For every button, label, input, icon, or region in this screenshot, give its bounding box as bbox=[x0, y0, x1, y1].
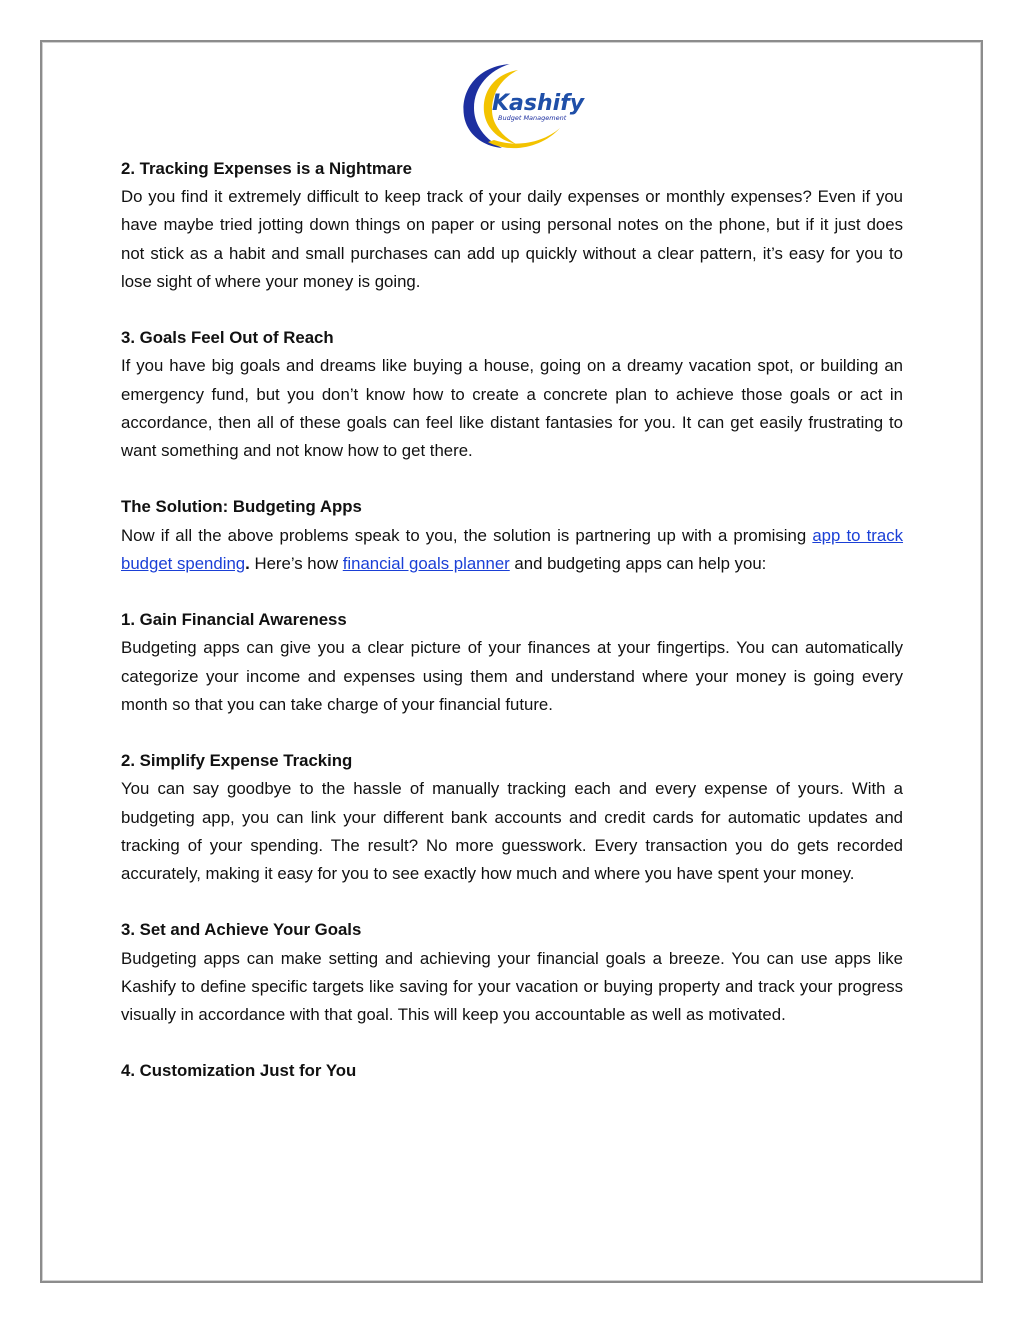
section-expense-tracking bbox=[121, 747, 903, 888]
section-heading: 3. Goals Feel Out of Reach bbox=[121, 328, 334, 348]
section-paragraph: You can say goodbye to the hassle of manually tracking each and every expense of yours. With a budgeting app, you can link your different bank accounts and credit cards for automatic updates and tracking of your spending. The result? No more guesswork. Every transaction you do gets recorded accurately, making it easy for you to see exactly how much and where you have spent your money. bbox=[121, 779, 903, 884]
section-heading: 2. Tracking Expenses is a Nightmare bbox=[121, 159, 413, 178]
kashify-logo bbox=[458, 60, 585, 152]
section-goals-out-of-reach bbox=[121, 324, 903, 465]
section-paragraph: If you have big goals and dreams like buying a house, going on a dreamy vacation spot, or building an emergency fund, but you don’t know how to create a concrete plan to achieve those goals or act in accordance, then all of these goals can feel like distant fantasies for you. It can get easily frustrating to want something and not know how to get there. bbox=[121, 356, 903, 461]
section-tracking-expenses bbox=[121, 155, 903, 296]
section-heading: 4. Customization Just for You bbox=[121, 1061, 357, 1081]
logo-tagline: Budget Management bbox=[498, 114, 567, 122]
section-heading: The Solution: Budgeting Apps bbox=[121, 497, 362, 517]
document-body bbox=[121, 155, 903, 1114]
section-solution bbox=[121, 493, 903, 578]
paragraph-text: Here’s how bbox=[249, 553, 343, 573]
section-paragraph: Budgeting apps can make setting and achieving your financial goals a breeze. You can use apps like Kashify to define specific targets like saving for your vacation or buying property and track your progress visually in accordance with that goal. This will keep you accountable as well as motivated. bbox=[121, 948, 903, 1025]
app-to-track-budget-link[interactable]: app to track budget spending bbox=[121, 525, 904, 573]
section-heading: 1. Gain Financial Awareness bbox=[121, 610, 347, 630]
logo-wordmark: Kashify bbox=[492, 91, 585, 116]
section-heading: 2. Simplify Expense Tracking bbox=[121, 751, 353, 771]
section-heading: 3. Set and Achieve Your Goals bbox=[121, 920, 362, 940]
section-customization bbox=[121, 1057, 903, 1085]
paragraph-text: Now if all the above problems speak to you, the solution is partnering up with a promising bbox=[121, 525, 813, 545]
section-financial-awareness bbox=[121, 606, 903, 719]
paragraph-text: . bbox=[245, 553, 250, 573]
paragraph-text: and budgeting apps can help you: bbox=[509, 553, 767, 573]
financial-goals-planner-link[interactable]: financial goals planner bbox=[342, 553, 510, 573]
section-paragraph: Budgeting apps can give you a clear picture of your finances at your fingertips. You can automatically categorize your income and expenses using them and understand where your money is going every month so that you can take charge of your financial future. bbox=[121, 638, 903, 714]
section-paragraph: Do you find it extremely difficult to keep track of your daily expenses or monthly expenses? Even if you have maybe tried jotting down things on paper or using personal notes on the phone, but if it just does not stick as a habit and small purchases can add up quickly without a clear pattern, it’s easy for you to lose sight of where your money is going. bbox=[121, 187, 903, 291]
section-achieve-goals bbox=[121, 916, 903, 1029]
section-paragraph bbox=[121, 522, 903, 578]
